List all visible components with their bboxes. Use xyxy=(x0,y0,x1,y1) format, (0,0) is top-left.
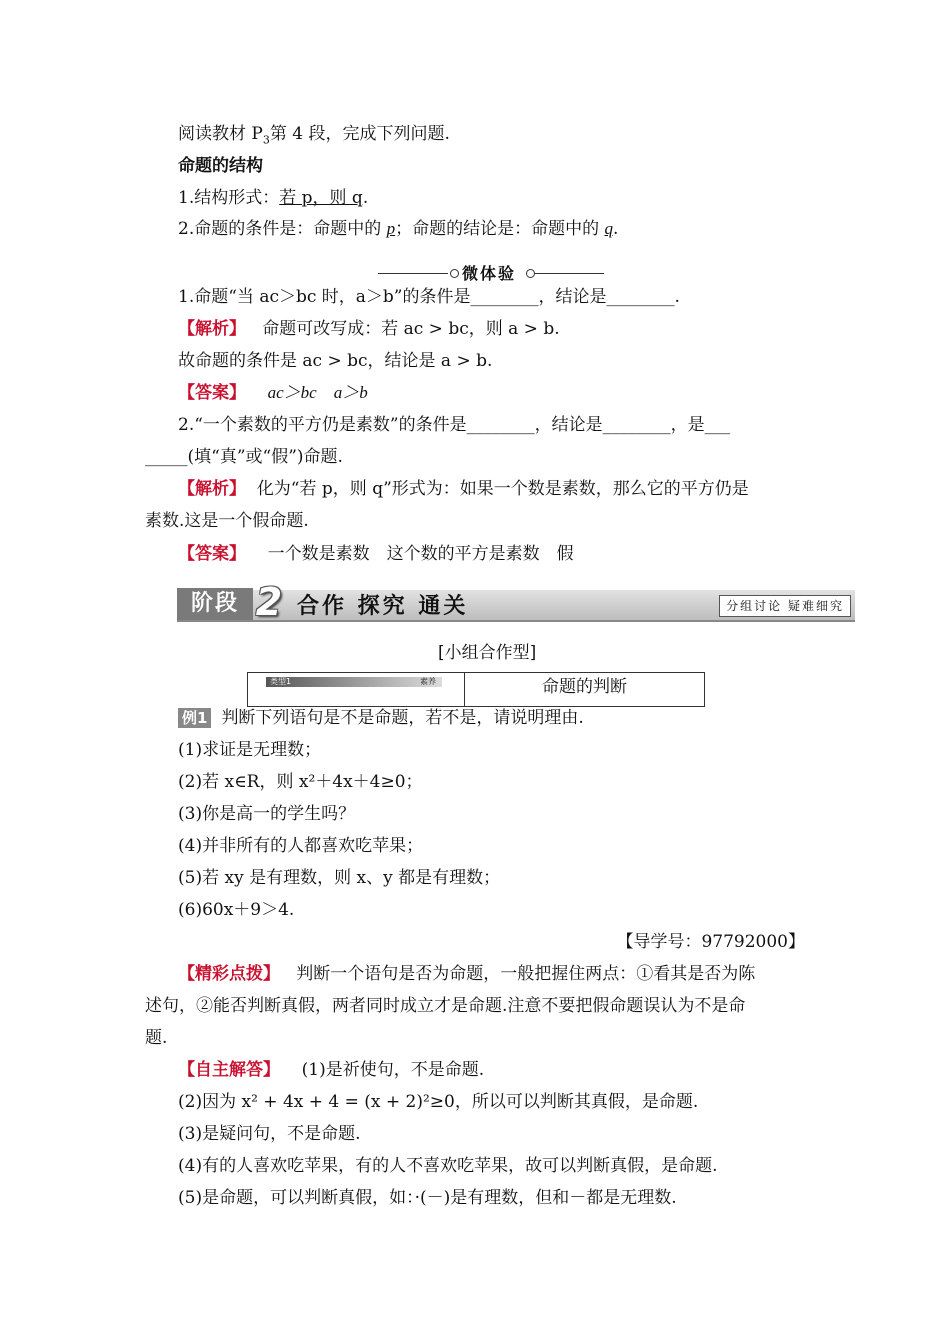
mini-question-2: 2.“一个素数的平方仍是素数”的条件是________，结论是________，是___ xyxy=(178,415,731,435)
reading-instruction: 阅读教材 $P_3$第 4 段，完成下列问题. xyxy=(178,124,450,147)
stage-label: 阶段 xyxy=(177,588,253,620)
mini-q2-analysis-cont: 素数.这是一个假命题. xyxy=(145,511,309,531)
mini-q2-analysis: 【解析】 化为“若 p，则 q”形式为：如果一个数是素数，那么它的平方仍是 xyxy=(178,479,749,499)
tips-line-1: 【精彩点拨】 判断一个语句是否为命题，一般把握住两点：①看其是否为陈 xyxy=(178,964,756,984)
example-item: (6)60x＋9＞4. xyxy=(178,900,295,920)
example-item: (1)求证是无理数； xyxy=(178,740,322,760)
solution-line: 【自主解答】 (1)是祈使句，不是命题. xyxy=(178,1060,485,1080)
type-box xyxy=(247,672,705,707)
mini-experience-divider: 微体验 xyxy=(378,262,604,286)
solution-line: (2)因为 x² + 4x + 4 = (x + 2)²≥0，所以可以判断其真假，是命题. xyxy=(178,1092,699,1112)
mini-q1-answer: 【答案】 ac＞bc a＞b xyxy=(178,383,368,403)
mini-q1-analysis: 【解析】 命题可改写成：若 ac > bc，则 a > b. xyxy=(178,319,560,339)
solution-line: (5)是命题，可以判断真假，如：·(－)是有理数，但和－都是无理数. xyxy=(178,1188,677,1208)
example-item: (4)并非所有的人都喜欢吃苹果； xyxy=(178,836,424,856)
example-prompt: 例1 判断下列语句是不是命题，若不是，请说明理由. xyxy=(178,706,584,730)
group-type-heading: [小组合作型] xyxy=(438,643,537,663)
guide-number: 【导学号：97792000】 xyxy=(616,932,805,952)
example-item: (5)若 xy 是有理数，则 x、y 都是有理数； xyxy=(178,868,501,888)
mini-q2-answer: 【答案】 一个数是素数 这个数的平方是素数 假 xyxy=(178,544,574,564)
tips-line-2: 述句，②能否判断真假，两者同时成立才是命题.注意不要把假命题误认为不是命 xyxy=(145,996,746,1016)
example-label: 例1 xyxy=(178,708,211,728)
type-title: 命题的判断 xyxy=(542,677,627,697)
example-item: (2)若 x∈R，则 x²＋4x＋4≥0； xyxy=(178,772,423,792)
solution-line: (3)是疑问句，不是命题. xyxy=(178,1124,361,1144)
condition-conclusion: 2.命题的条件是：命题中的 p；命题的结论是：命题中的 q. xyxy=(178,219,619,239)
solution-line: (4)有的人喜欢吃苹果，有的人不喜欢吃苹果，故可以判断真假，是命题. xyxy=(178,1156,718,1176)
stage-title: 合作 探究 通关 xyxy=(297,593,469,619)
stage-number: 2 xyxy=(255,580,283,624)
type-label: 类型1 xyxy=(270,677,292,686)
section-heading: 命题的结构 xyxy=(178,156,263,176)
stage-tag: 分组讨论 疑难细究 xyxy=(719,595,851,617)
mini-q1-analysis-cont: 故命题的条件是 ac > bc，结论是 a > b. xyxy=(178,351,493,371)
tips-line-3: 题. xyxy=(145,1028,168,1048)
structure-form: 1.结构形式：若 p，则 q. xyxy=(178,188,369,208)
mini-question-2-cont: _____(填“真”或“假”)命题. xyxy=(145,447,343,467)
type-tag: 素养 xyxy=(420,677,436,686)
example-item: (3)你是高一的学生吗？ xyxy=(178,804,356,824)
mini-question-1: 1.命题“当 ac＞bc 时，a＞b”的条件是________，结论是________. xyxy=(178,287,680,307)
stage-banner xyxy=(177,582,855,622)
